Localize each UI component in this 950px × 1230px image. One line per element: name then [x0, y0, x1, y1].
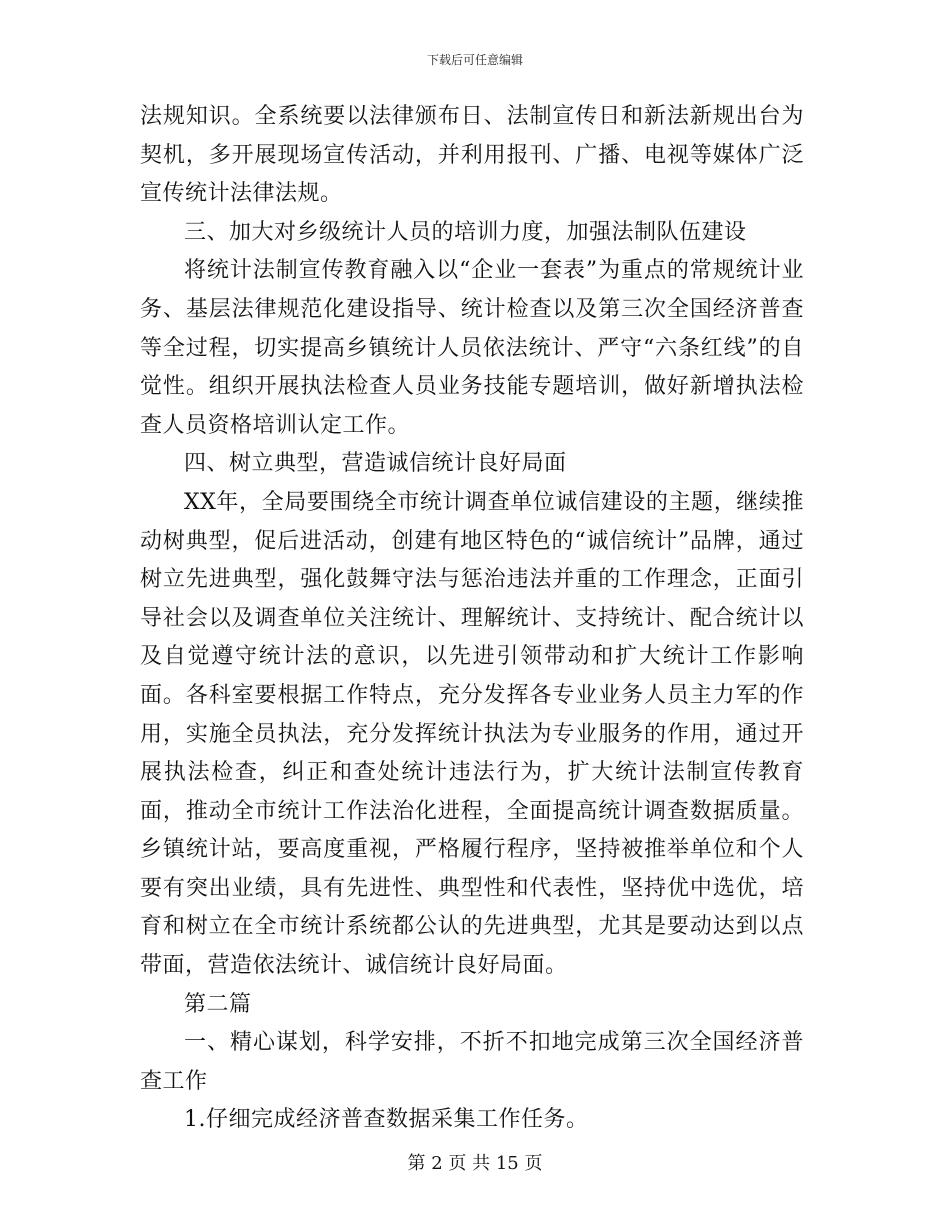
section-title-part-two: 第二篇: [184, 991, 252, 1017]
document-body: [140, 98, 804, 1140]
heading-census: 一、精心谋划，科学安排，不折不扣地完成第三次全国经济普查工作: [140, 1030, 804, 1094]
paragraph-training: 将统计法制宣传教育融入以“企业一套表”为重点的常规统计业务、基层法律规范化建设指导、统计检查以及第三次全国经济普查等全过程，切实提高乡镇统计人员依法统计、严守“六条红线”的自觉性。组织开展执法检查人员业务技能专题培训，做好新增执法检查人员资格培训认定工作。: [140, 258, 804, 438]
page-header-note: 下载后可任意编辑: [426, 53, 523, 67]
list-item-data-collection: 1.仔细完成经济普查数据采集工作任务。: [184, 1107, 589, 1133]
heading-training: 三、加大对乡级统计人员的培训力度，加强法制队伍建设: [184, 219, 747, 245]
page-number-label: 第 2 页 共 15 页: [407, 1153, 543, 1174]
heading-integrity: 四、树立典型，营造诚信统计良好局面: [184, 451, 567, 477]
page-footer: [0, 1153, 950, 1175]
paragraph-law-publicity: 法规知识。全系统要以法律颁布日、法制宣传日和新法新规出台为契机，多开展现场宣传活动，并利用报刊、广播、电视等媒体广泛宣传统计法律法规。: [140, 104, 804, 207]
paragraph-integrity: XX年，全局要围绕全市统计调查单位诚信建设的主题，继续推动树典型，促后进活动，创建有地区特色的“诚信统计”品牌，通过树立先进典型，强化鼓舞守法与惩治违法并重的工作理念，正面引导社会以及调查单位关注统计、理解统计、支持统计、配合统计以及自觉遵守统计法的意识，以先进引领带动和扩大统计工作影响面。各科室要根据工作特点，充分发挥各专业业务人员主力军的作用，实施全员执法，充分发挥统计执法为专业服务的作用，通过开展执法检查，纠正和查处统计违法行为，扩大统计法制宣传教育面，推动全市统计工作法治化进程，全面提高统计调查数据质量。乡镇统计站，要高度重视，严格履行程序，坚持被推举单位和个人要有突出业绩，具有先进性、典型性和代表性，坚持优中选优，培育和树立在全市统计系统都公认的先进典型，尤其是要动达到以点带面，营造依法统计、诚信统计良好局面。: [140, 489, 804, 979]
